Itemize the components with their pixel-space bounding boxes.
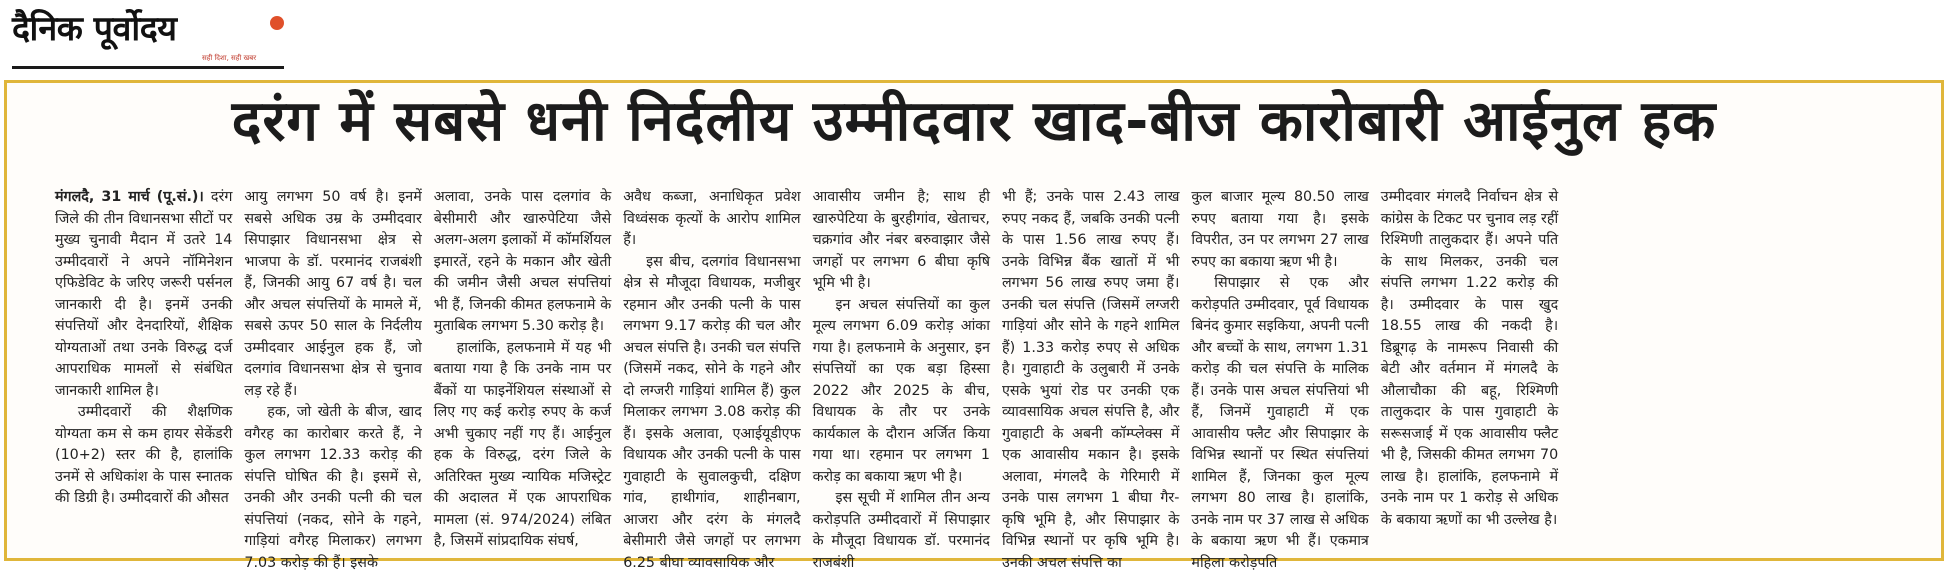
article-column	[623, 187, 800, 555]
article-paragraph	[813, 488, 990, 574]
article-paragraph	[55, 187, 232, 402]
newspaper-name: दैनिक पूर्वोदय	[12, 4, 176, 50]
article-paragraph	[623, 252, 800, 574]
paragraph-text: उम्मीदवारों की शैक्षणिक योग्यता कम से कम हायर सेकेंडरी (10+2) स्तर की है, हालांकि उनमें से अधिकांश के पास स्नातक की डिग्री है। उम्मीदवारों की औसत	[55, 404, 232, 506]
article-headline: दरंग में सबसे धनी निर्दलीय उम्मीदवार खाद-बीज कारोबारी आईनुल हक	[7, 87, 1941, 157]
article-paragraph	[434, 187, 611, 338]
paragraph-text: हालांकि, हलफनामे में यह भी बताया गया है कि उनके नाम पर बैंकों या फाइनेंशियल संस्थाओं से लिए गए कई करोड़ रुपए के कर्ज अभी चुकाए नहीं गए हैं। आईनुल हक के विरुद्ध, दरंग जिले के अतिरिक्त मुख्य न्यायिक मजिस्ट्रेट की अदालत में एक आपराधिक मामला (सं. 974/2024) लंबित है, जिसमें सांप्रदायिक संघर्ष,	[434, 340, 611, 550]
masthead	[0, 0, 1952, 78]
newspaper-tagline: सही दिशा, सही खबर	[202, 54, 256, 63]
paragraph-text: आवासीय जमीन है; साथ ही खारुपेटिया के बुरहीगांव, खेताचर, चक्रगांव और नंबर बरुवाझार जैसे जगहों पर लगभग 6 बीघा कृषि भूमि भी है।	[813, 189, 990, 291]
paragraph-text: सिपाझार से एक और करोड़पति उम्मीदवार, पूर्व विधायक बिनंद कुमार सइकिया, अपनी पत्नी और बच्चों के साथ, लगभग 1.31 करोड़ की चल संपत्ति के मालिक हैं। उनके पास अचल संपत्तियां भी हैं, जिनमें गुवाहाटी में एक आवासीय फ्लैट और सिपाझार के विभिन्न स्थानों पर स्थित संपत्तियां शामिल हैं, जिनका कुल मूल्य लगभग 80 लाख है। हालांकि, उनके नाम पर 37 लाख से अधिक के बकाया ऋण भी हैं। एकमात्र महिला करोड़पति	[1191, 275, 1368, 571]
article-body	[55, 187, 1937, 555]
paragraph-text: इन अचल संपत्तियों का कुल मूल्य लगभग 6.09 करोड़ आंका गया है। हलफनामे के अनुसार, इन संपत्तियों का एक बड़ा हिस्सा 2022 और 2025 के बीच, विधायक के तौर पर उनके कार्यकाल के दौरान अर्जित किया गया था। रहमान पर लगभग 1 करोड़ का बकाया ऋण भी है।	[813, 297, 990, 485]
newspaper-logo[interactable]	[12, 4, 282, 70]
logo-underline	[12, 66, 284, 69]
article-column	[1002, 187, 1179, 555]
article-paragraph	[1191, 187, 1368, 273]
article-paragraph	[434, 338, 611, 553]
article-column	[434, 187, 611, 555]
article-paragraph	[1191, 273, 1368, 574]
article-column	[1191, 187, 1368, 555]
article-frame	[4, 80, 1944, 561]
article-paragraph	[813, 295, 990, 489]
paragraph-text: भी हैं; उनके पास 2.43 लाख रुपए नकद हैं, जबकि उनकी पत्नी के पास 1.56 लाख रुपए हैं। उनके विभिन्न बैंक खातों में भी लगभग 56 लाख रुपए जमा हैं। उनकी चल संपत्ति (जिसमें लग्जरी गाड़ियां और सोने के गहने शामिल हैं) 1.33 करोड़ रुपए से अधिक है। गुवाहाटी के उलुबारी में उनके एसके भुयां रोड पर उनकी एक व्यावसायिक अचल संपत्ति है, और गुवाहाटी के अबनी कॉम्प्लेक्स में एक आवासीय मकान है। इसके अलावा, मंगलदै के गेरिमारी में उनके पास लगभग 1 बीघा गैर-कृषि भूमि है, और सिपाझार के विभिन्न स्थानों पर कृषि भूमि है। उनकी अचल संपत्ति का	[1002, 189, 1179, 571]
article-column	[55, 187, 232, 555]
article-column	[1381, 187, 1558, 555]
paragraph-text: उम्मीदवार मंगलदै निर्वाचन क्षेत्र से कांग्रेस के टिकट पर चुनाव लड़ रहीं रिश्मिणी तालुकदार हैं। अपने पति के साथ मिलकर, उनकी चल संपत्ति लगभग 1.22 करोड़ की है। उम्मीदवार के पास खुद 18.55 लाख की नकदी है। डिब्रूगढ़ के नामरूप निवासी की बेटी और वर्तमान में मंगलदै के औलाचौका की बहू, रिश्मिणी तालुकदार के पास गुवाहाटी के सरूसजाई में एक आवासीय फ्लैट भी है, जिसकी कीमत लगभग 70 लाख है। हालांकि, हलफनामे में उनके नाम पर 1 करोड़ से अधिक के बकाया ऋणों का भी उल्लेख है।	[1381, 189, 1558, 528]
paragraph-text: कुल बाजार मूल्य 80.50 लाख रुपए बताया गया है। इसके विपरीत, उन पर लगभग 27 लाख रुपए का बकाया ऋण भी है।	[1191, 189, 1368, 270]
paragraph-text: दरंग जिले की तीन विधानसभा सीटों पर मुख्य चुनावी मैदान में उतरे 14 उम्मीदवारों ने अपने नॉमिनेशन एफिडेविट के जरिए जरूरी पर्सनल जानकारी दी है। इनमें उनकी संपत्तियों और देनदारियों, शैक्षिक योग्यताओं तथा उनके विरुद्ध दर्ज आपराधिक मामलों से संबंधित जानकारी शामिल है।	[55, 189, 232, 399]
article-paragraph	[244, 187, 421, 402]
paragraph-text: आयु लगभग 50 वर्ष है। इनमें सबसे अधिक उम्र के उम्मीदवार सिपाझार विधानसभा क्षेत्र से भाजपा के डॉ. परमानंद राजबंशी हैं, जिनकी आयु 67 वर्ष है। चल और अचल संपत्तियों के मामले में, सबसे ऊपर 50 साल के निर्दलीय उम्मीदवार आईनुल हक हैं, जो दलगांव विधानसभा क्षेत्र से चुनाव लड़ रहे हैं।	[244, 189, 421, 399]
dateline: मंगलदै, 31 मार्च (पू.सं.)।	[55, 189, 211, 205]
article-paragraph	[1002, 187, 1179, 574]
article-column	[813, 187, 990, 555]
article-paragraph	[55, 402, 232, 510]
paragraph-text: अवैध कब्जा, अनाधिकृत प्रवेश विध्वंसक कृत्यों के आरोप शामिल हैं।	[623, 189, 800, 248]
paragraph-text: इस बीच, दलगांव विधानसभा क्षेत्र से मौजूदा विधायक, मजीबुर रहमान और उनकी पत्नी के पास लगभग 9.17 करोड़ की चल और अचल संपत्ति है। उनकी चल संपत्ति (जिसमें नकद, सोने के गहने और दो लग्जरी गाड़ियां शामिल हैं) कुल मिलाकर लगभग 3.08 करोड़ की हैं। इसके अलावा, एआईयूडीएफ विधायक और उनकी पत्नी के पास गुवाहाटी के सुवालकुची, दक्षिण गांव, हाथीगांव, शाहीनबाग, आजरा और दरंग के मंगलदै बेसीमारी जैसे जगहों पर लगभग 6.25 बीघा व्यावसायिक और	[623, 254, 800, 571]
article-paragraph	[1381, 187, 1558, 531]
article-paragraph	[244, 402, 421, 574]
paragraph-text: इस सूची में शामिल तीन अन्य करोड़पति उम्मीदवारों में सिपाझार के मौजूदा विधायक डॉ. परमानंद राजबंशी	[813, 490, 990, 571]
sun-icon	[270, 16, 284, 30]
paragraph-text: हक, जो खेती के बीज, खाद वगैरह का कारोबार करते हैं, ने कुल लगभग 12.33 करोड़ की संपत्ति घोषित की है। इसमें से, उनकी और उनकी पत्नी की चल संपत्तियां (नकद, सोने के गहने, गाड़ियां वगैरह मिलाकर) लगभग 7.03 करोड़ की हैं। इसके	[244, 404, 421, 571]
article-paragraph	[813, 187, 990, 295]
paragraph-text: अलावा, उनके पास दलगांव के बेसीमारी और खारुपेटिया जैसे अलग-अलग इलाकों में कॉमर्शियल इमारतें, रहने के मकान और खेती की जमीन जैसी अचल संपत्तियां भी हैं, जिनकी कीमत हलफनामे के मुताबिक लगभग 5.30 करोड़ है।	[434, 189, 611, 334]
article-paragraph	[623, 187, 800, 252]
article-column	[244, 187, 421, 555]
